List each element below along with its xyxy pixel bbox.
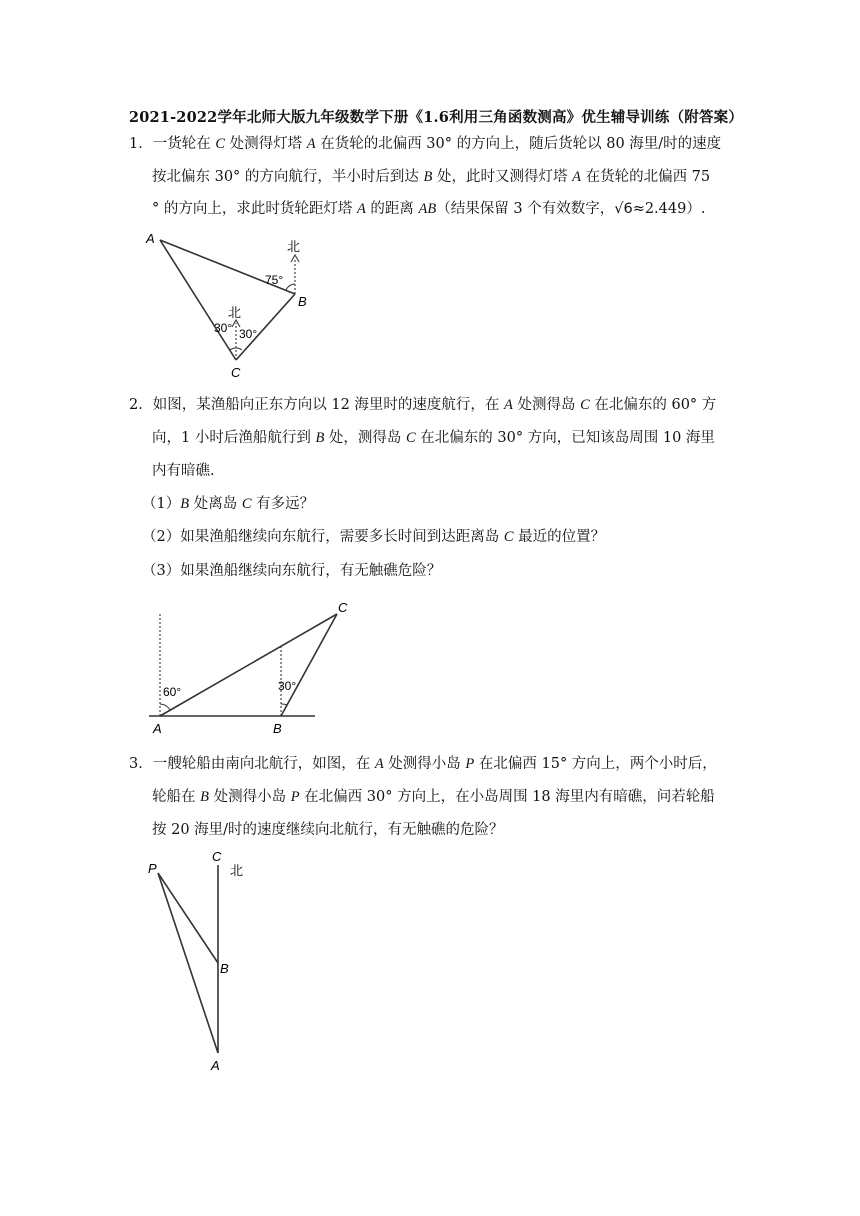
var-C: C <box>406 430 416 446</box>
var-A: A <box>374 756 384 772</box>
q1-text: 在货轮的北偏西 30° 的方向上，随后货轮以 80 海里/时的速度 <box>315 136 722 152</box>
label-B: B <box>220 961 229 976</box>
page-title: 2021-2022学年北师大版九年级数学下册《1.6利用三角函数测高》优生辅导训练（附答案） <box>128 109 744 126</box>
q1-text: 处，此时又测得灯塔 <box>432 169 573 185</box>
segment-PA <box>158 873 218 1053</box>
label-P: P <box>148 861 157 876</box>
q3-line-1 <box>129 754 717 774</box>
q2-text: 如图，某渔船向正东方向以 12 海里时的速度航行，在 <box>152 397 505 413</box>
var-B: B <box>423 169 433 185</box>
label-A: A <box>153 721 162 736</box>
angle-30-right-label: 30° <box>239 327 258 341</box>
north-label: 北 <box>230 863 244 878</box>
north-label-C: 北 <box>228 305 242 320</box>
q2-figure <box>145 600 360 740</box>
label-A: A <box>211 1058 220 1073</box>
var-C: C <box>241 496 252 512</box>
angle-75-label: 75° <box>265 273 284 287</box>
q3-text: 处测得小岛 <box>208 789 291 805</box>
angle-arc-A <box>160 704 170 710</box>
q2-text: 处测得岛 <box>512 397 581 413</box>
var-C: C <box>503 529 514 545</box>
q1-text: 在货轮的北偏西 75 <box>580 169 711 185</box>
var-AB: AB <box>418 201 437 217</box>
var-B: B <box>180 496 190 512</box>
q2-text: 处，测得岛 <box>324 430 407 446</box>
q2-text: （2）如果渔船继续向东航行，需要多长时间到达距离岛 <box>142 529 504 545</box>
label-C: C <box>212 849 222 864</box>
q2-text: 处离岛 <box>189 496 242 512</box>
q1-line-1 <box>129 134 721 154</box>
angle-arc-C <box>230 348 242 350</box>
var-P: P <box>465 756 475 772</box>
q3-text: 一艘轮船由南向北航行，如图，在 <box>152 756 375 772</box>
sqrt6: √6 <box>614 201 633 217</box>
label-B: B <box>273 721 282 736</box>
q2-text: 向，1 小时后渔船航行到 <box>152 430 316 446</box>
var-A: A <box>356 201 366 217</box>
segment-PB <box>158 873 218 963</box>
q3-text: 处测得小岛 <box>383 756 466 772</box>
q2-sub-1 <box>142 494 314 514</box>
q2-text: 在北偏东的 30° 方向，已知该岛周围 10 海里 <box>415 430 715 446</box>
q3-figure <box>140 845 260 1075</box>
q3-line-2 <box>152 787 715 807</box>
q1-line-2 <box>152 167 710 187</box>
angle-arc-B <box>286 284 295 290</box>
var-B: B <box>200 789 209 805</box>
q1-text: 一货轮在 <box>152 136 216 152</box>
north-label-B: 北 <box>287 239 301 254</box>
q1-text: （结果保留 3 个有效数字， <box>436 201 615 217</box>
q2-sub1-number: （1） <box>142 496 181 512</box>
q2-number: 2． <box>129 397 153 413</box>
q3-text: 轮船在 <box>152 789 201 805</box>
var-A: A <box>504 397 513 413</box>
angle-30-label: 30° <box>278 679 297 693</box>
label-C: C <box>231 365 241 380</box>
q2-sub-2 <box>142 527 605 547</box>
label-C: C <box>338 600 348 615</box>
q2-line-2 <box>152 428 715 448</box>
angle-30-left-label: 30° <box>214 321 233 335</box>
q1-number: 1． <box>129 136 153 152</box>
q2-sub-3: （3）如果渔船继续向东航行，有无触礁危险？ <box>142 563 442 579</box>
q1-line-3 <box>152 199 705 219</box>
q1-figure <box>140 228 340 383</box>
label-B: B <box>298 294 307 309</box>
q2-text: 在北偏东的 60° 方 <box>589 397 717 413</box>
q3-text: 在北偏西 30° 方向上，在小岛周围 18 海里内有暗礁，问若轮船 <box>299 789 715 805</box>
var-A: A <box>572 169 581 185</box>
q1-text: ° 的方向上，求此时货轮距灯塔 <box>152 201 357 217</box>
angle-arc-B <box>281 704 287 705</box>
q2-line-1 <box>129 395 716 415</box>
q3-line-3: 按 20 海里/时的速度继续向北航行，有无触礁的危险？ <box>152 822 504 838</box>
angle-60-label: 60° <box>163 685 182 699</box>
q3-text: 在北偏西 15° 方向上，两个小时后， <box>474 756 717 772</box>
var-B: B <box>315 430 325 446</box>
var-P: P <box>290 789 300 805</box>
q3-number: 3． <box>129 756 153 772</box>
segment-AC <box>160 614 337 716</box>
q2-text: 最近的位置？ <box>513 529 606 545</box>
var-A: A <box>306 136 316 152</box>
q2-line-3: 内有暗礁. <box>152 463 215 479</box>
var-C: C <box>580 397 590 413</box>
q2-text: 有多远？ <box>251 496 315 512</box>
q1-text: ≈2.449）. <box>632 201 706 217</box>
q1-text: 的距离 <box>365 201 419 217</box>
q1-text: 处测得灯塔 <box>225 136 307 152</box>
q1-text: 按北偏东 30° 的方向航行，半小时后到达 <box>152 169 424 185</box>
segment-AC <box>160 240 236 360</box>
label-A: A <box>146 231 155 246</box>
var-C: C <box>215 136 226 152</box>
